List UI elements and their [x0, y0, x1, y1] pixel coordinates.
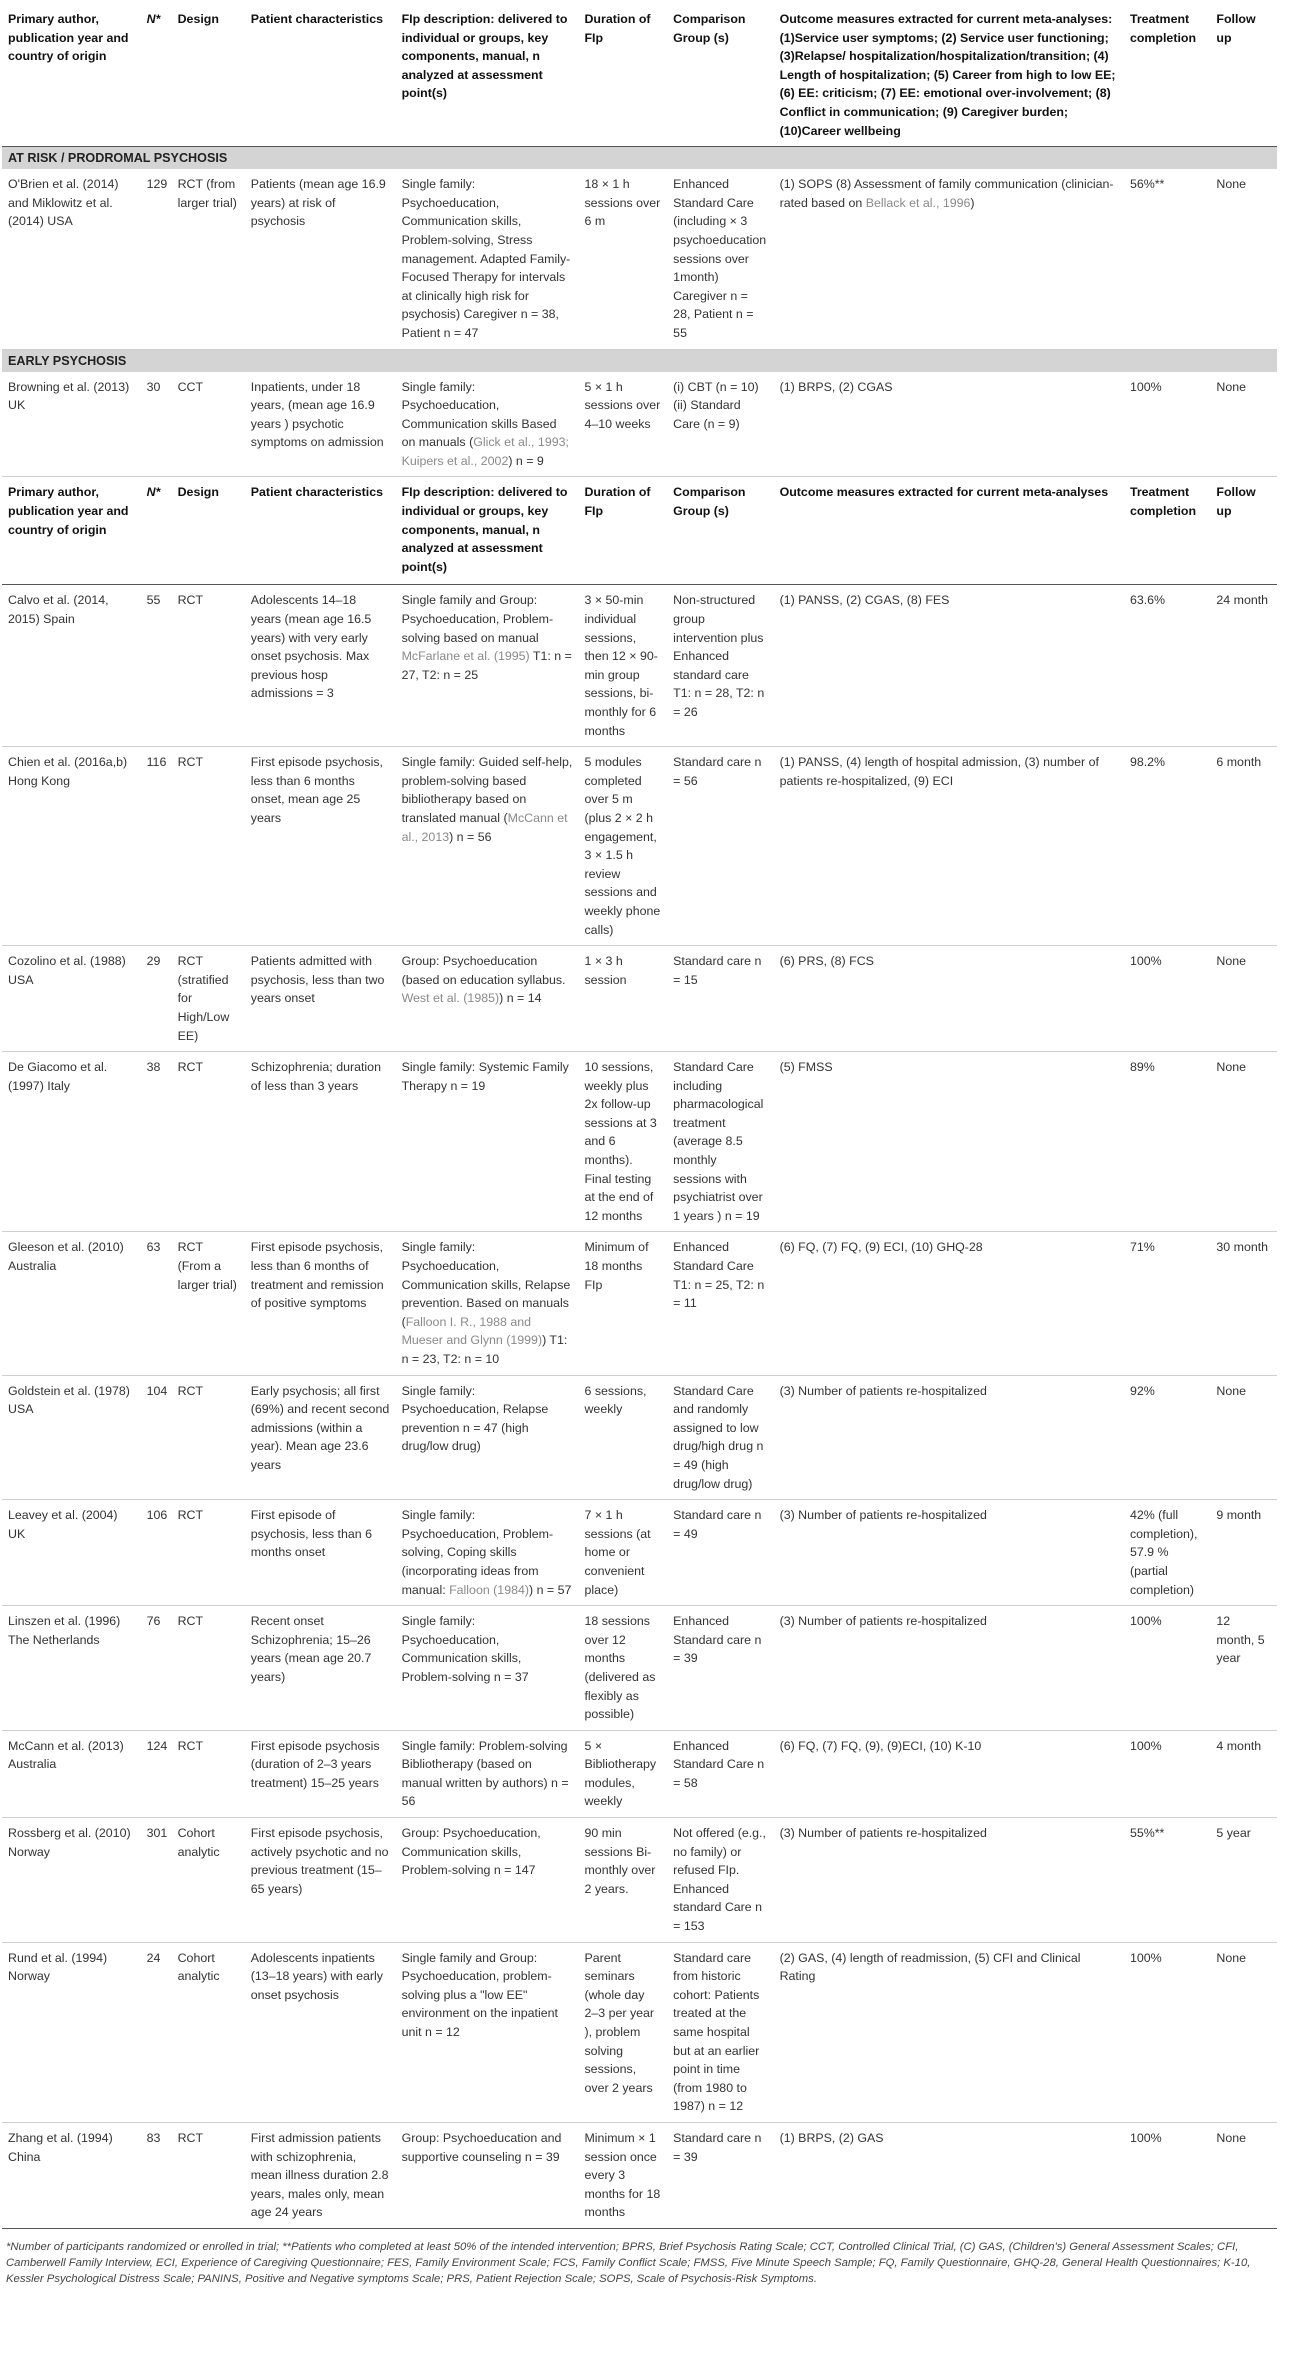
section-label: AT RISK / PRODROMAL PSYCHOSIS: [2, 147, 1277, 170]
cell-completion: 100%: [1124, 946, 1210, 1052]
header-n: N*: [141, 477, 172, 585]
cell-duration: 3 × 50-min individual sessions, then 12 × 90-min group sessions, bi-monthly for 6 months: [578, 585, 667, 747]
table-row: [2, 585, 1277, 747]
cell-comparison: (i) CBT (n = 10) (ii) Standard Care (n = 9): [667, 372, 773, 477]
table-row: [2, 1375, 1277, 1500]
citation-link[interactable]: McFarlane et al. (1995): [401, 649, 530, 664]
cell-followup: None: [1210, 2122, 1277, 2228]
cell-author: Cozolino et al. (1988) USA: [2, 946, 141, 1052]
cell-author: O'Brien et al. (2014) and Miklowitz et al. (2014) USA: [2, 169, 141, 349]
cell-author: Goldstein et al. (1978) USA: [2, 1375, 141, 1500]
cell-comparison: Enhanced Standard care n = 39: [667, 1606, 773, 1731]
cell-outcomes: (1) BRPS, (2) GAS: [774, 2122, 1124, 2228]
cell-n: 76: [141, 1606, 172, 1731]
cell-design: RCT (from larger trial): [172, 169, 245, 349]
cell-fip: Single family: Psychoeducation, Communication skills Based on manuals (Glick et al., 1993; Kuipers et al., 2002) n = 9: [396, 372, 579, 477]
table-footnote: *Number of participants randomized or enrolled in trial; **Patients who completed at least 50% of the intended intervention; BPRS, Brief Psychosis Rating Scale; CCT, Controlled Clinical Trial, (C) GAS, (Children's) General Assessment Scales; CFI, Camberwell Family Interview, ECI, Experience of Caregiving Questionnaire; FES, Family Environment Scale; FCS, Family Conflict Scale; FMSS, Five Minute Speech Sample; FQ, Family Questionnaire, GHQ-28, General Health Questionnaires; K-10, Kessler Psychological Distress Scale; PANINS, Positive and Negative symptoms Scale; PRS, Patient Rejection Scale; SOPS, Scale of Psychosis-Risk Symptoms.: [6, 2240, 1251, 2285]
cell-completion: 100%: [1124, 1606, 1210, 1731]
cell-duration: 10 sessions, weekly plus 2x follow-up sessions at 3 and 6 months). Final testing at the end of 12 months: [578, 1052, 667, 1232]
cell-duration: Minimum of 18 months FIp: [578, 1232, 667, 1375]
cell-author: McCann et al. (2013) Australia: [2, 1730, 141, 1817]
cell-n: 38: [141, 1052, 172, 1232]
cell-outcomes: (1) SOPS (8) Assessment of family communication (clinician-rated based on Bellack et al., 1996): [774, 169, 1124, 349]
citation-link[interactable]: Bellack et al., 1996: [865, 195, 971, 210]
cell-n: 124: [141, 1730, 172, 1817]
table-row: [2, 1942, 1277, 2122]
cell-followup: 12 month, 5 year: [1210, 1606, 1277, 1731]
cell-completion: 89%: [1124, 1052, 1210, 1232]
cell-outcomes: (1) BRPS, (2) CGAS: [774, 372, 1124, 477]
header-patient: Patient characteristics: [245, 477, 396, 585]
cell-patient: Recent onset Schizophrenia; 15–26 years (mean age 20.7 years): [245, 1606, 396, 1731]
cell-patient: Schizophrenia; duration of less than 3 years: [245, 1052, 396, 1232]
cell-design: Cohort analytic: [172, 1818, 245, 1943]
cell-patient: First admission patients with schizophrenia, mean illness duration 2.8 years, males only, mean age 24 years: [245, 2122, 396, 2228]
cell-duration: Minimum × 1 session once every 3 months for 18 months: [578, 2122, 667, 2228]
cell-author: Gleeson et al. (2010) Australia: [2, 1232, 141, 1375]
cell-n: 104: [141, 1375, 172, 1500]
cell-design: RCT: [172, 1375, 245, 1500]
cell-patient: First episode psychosis (duration of 2–3 years treatment) 15–25 years: [245, 1730, 396, 1817]
header-outcomes: Outcome measures extracted for current meta-analyses: [774, 477, 1124, 585]
cell-n: 55: [141, 585, 172, 747]
cell-author: Chien et al. (2016a,b) Hong Kong: [2, 747, 141, 946]
cell-duration: 18 × 1 h sessions over 6 m: [578, 169, 667, 349]
cell-patient: Inpatients, under 18 years, (mean age 16.9 years ) psychotic symptoms on admission: [245, 372, 396, 477]
cell-outcomes: (5) FMSS: [774, 1052, 1124, 1232]
cell-design: RCT: [172, 2122, 245, 2228]
header-comparison: Comparison Group (s): [667, 477, 773, 585]
cell-patient: Adolescents inpatients (13–18 years) with early onset psychosis: [245, 1942, 396, 2122]
cell-duration: 90 min sessions Bi-monthly over 2 years.: [578, 1818, 667, 1943]
cell-author: Linszen et al. (1996) The Netherlands: [2, 1606, 141, 1731]
cell-completion: 92%: [1124, 1375, 1210, 1500]
cell-followup: None: [1210, 372, 1277, 477]
cell-author: Calvo et al. (2014, 2015) Spain: [2, 585, 141, 747]
cell-n: 30: [141, 372, 172, 477]
table-row: [2, 372, 1277, 477]
table-row: [2, 1052, 1277, 1232]
cell-duration: 1 × 3 h session: [578, 946, 667, 1052]
cell-author: Rund et al. (1994) Norway: [2, 1942, 141, 2122]
cell-patient: First episode psychosis, less than 6 months onset, mean age 25 years: [245, 747, 396, 946]
cell-completion: 100%: [1124, 1942, 1210, 2122]
table-row: [2, 1730, 1277, 1817]
cell-fip: Group: Psychoeducation and supportive counseling n = 39: [396, 2122, 579, 2228]
cell-completion: 71%: [1124, 1232, 1210, 1375]
cell-author: Rossberg et al. (2010) Norway: [2, 1818, 141, 1943]
cell-comparison: Enhanced Standard Care T1: n = 25, T2: n = 11: [667, 1232, 773, 1375]
cell-fip: Single family: Psychoeducation, Communication skills, Relapse prevention. Based on manuals (Falloon I. R., 1988 and Mueser and Glynn (1999)) T1: n = 23, T2: n = 10: [396, 1232, 579, 1375]
cell-design: Cohort analytic: [172, 1942, 245, 2122]
table-row: [2, 1606, 1277, 1731]
cell-n: 63: [141, 1232, 172, 1375]
table-header-row: [2, 2, 1277, 147]
cell-fip: Single family: Psychoeducation, Problem-solving, Coping skills (incorporating ideas from manual: Falloon (1984)) n = 57: [396, 1500, 579, 1606]
cell-fip: Single family: Psychoeducation, Communication skills, Problem-solving, Stress management. Adapted Family-Focused Therapy for intervals at clinically high risk for psychosis) Caregiver n = 38, Patient n = 47: [396, 169, 579, 349]
cell-completion: 100%: [1124, 372, 1210, 477]
cell-duration: Parent seminars (whole day 2–3 per year ), problem solving sessions, over 2 years: [578, 1942, 667, 2122]
header-outcomes: Outcome measures extracted for current meta-analyses: (1)Service user symptoms; (2) Service user functioning; (3)Relapse/ hospitalization/hospitalization/transition; (4) Length of hospitalization; (5) Career from high to low EE; (6) EE: criticism; (7) EE: emotional over-involvement; (8) Conflict in communication; (9) Caregiver burden; (10)Career wellbeing: [774, 2, 1124, 147]
cell-comparison: Standard care n = 15: [667, 946, 773, 1052]
section-early: [2, 349, 1277, 372]
header-duration: Duration of FIp: [578, 2, 667, 147]
cell-comparison: Non-structured group intervention plus Enhanced standard care T1: n = 28, T2: n = 26: [667, 585, 773, 747]
cell-completion: 42% (full completion), 57.9 % (partial completion): [1124, 1500, 1210, 1606]
cell-comparison: Standard Care and randomly assigned to low drug/high drug n = 49 (high drug/low drug): [667, 1375, 773, 1500]
studies-table: [2, 2, 1277, 2229]
table-row: [2, 169, 1277, 349]
cell-outcomes: (3) Number of patients re-hospitalized: [774, 1375, 1124, 1500]
cell-n: 83: [141, 2122, 172, 2228]
cell-duration: 7 × 1 h sessions (at home or convenient place): [578, 1500, 667, 1606]
cell-n: 24: [141, 1942, 172, 2122]
cell-n: 29: [141, 946, 172, 1052]
cell-design: RCT: [172, 1052, 245, 1232]
cell-n: 301: [141, 1818, 172, 1943]
cell-fip: Group: Psychoeducation (based on education syllabus. West et al. (1985)) n = 14: [396, 946, 579, 1052]
cell-fip: Single family: Systemic Family Therapy n = 19: [396, 1052, 579, 1232]
header-design: Design: [172, 2, 245, 147]
cell-n: 106: [141, 1500, 172, 1606]
cell-fip: Single family: Problem-solving Bibliotherapy (based on manual written by authors) n = 56: [396, 1730, 579, 1817]
cell-followup: None: [1210, 1375, 1277, 1500]
header-followup: Follow up: [1210, 477, 1277, 585]
citation-link[interactable]: Glick et al., 1993; Kuipers et al., 2002: [401, 435, 569, 468]
cell-comparison: Standard Care including pharmacological treatment (average 8.5 monthly sessions with psychiatrist over 1 years ) n = 19: [667, 1052, 773, 1232]
cell-outcomes: (2) GAS, (4) length of readmission, (5) CFI and Clinical Rating: [774, 1942, 1124, 2122]
cell-patient: Adolescents 14–18 years (mean age 16.5 years) with very early onset psychosis. Max previous hosp admissions = 3: [245, 585, 396, 747]
cell-followup: 4 month: [1210, 1730, 1277, 1817]
cell-followup: None: [1210, 946, 1277, 1052]
table-row: [2, 2122, 1277, 2228]
cell-design: RCT (From a larger trial): [172, 1232, 245, 1375]
cell-duration: 18 sessions over 12 months (delivered as flexibly as possible): [578, 1606, 667, 1731]
header-fip: FIp description: delivered to individual or groups, key components, manual, n analyzed at assessment point(s): [396, 477, 579, 585]
cell-comparison: Standard care n = 56: [667, 747, 773, 946]
table-row: [2, 1232, 1277, 1375]
cell-duration: 5 × Bibliotherapy modules, weekly: [578, 1730, 667, 1817]
cell-followup: 30 month: [1210, 1232, 1277, 1375]
cell-outcomes: (6) PRS, (8) FCS: [774, 946, 1124, 1052]
header-fip: FIp description: delivered to individual or groups, key components, manual, n analyzed at assessment point(s): [396, 2, 579, 147]
section-label: EARLY PSYCHOSIS: [2, 349, 1277, 372]
cell-outcomes: (3) Number of patients re-hospitalized: [774, 1606, 1124, 1731]
cell-patient: Early psychosis; all first (69%) and recent second admissions (within a year). Mean age 23.6 years: [245, 1375, 396, 1500]
citation-link[interactable]: Falloon (1984): [449, 1582, 529, 1597]
cell-design: RCT: [172, 1500, 245, 1606]
cell-outcomes: (3) Number of patients re-hospitalized: [774, 1818, 1124, 1943]
citation-link[interactable]: Falloon I. R., 1988 and Mueser and Glynn (1999): [401, 1314, 543, 1348]
cell-outcomes: (6) FQ, (7) FQ, (9), (9)ECI, (10) K-10: [774, 1730, 1124, 1817]
cell-outcomes: (6) FQ, (7) FQ, (9) ECI, (10) GHQ-28: [774, 1232, 1124, 1375]
cell-completion: 100%: [1124, 1730, 1210, 1817]
cell-completion: 100%: [1124, 2122, 1210, 2228]
cell-followup: 9 month: [1210, 1500, 1277, 1606]
cell-fip: Single family and Group: Psychoeducation, problem-solving plus a "low EE" environment on the inpatient unit n = 12: [396, 1942, 579, 2122]
header-patient: Patient characteristics: [245, 2, 396, 147]
cell-followup: None: [1210, 169, 1277, 349]
table-header-row-repeat: [2, 477, 1277, 585]
cell-followup: 6 month: [1210, 747, 1277, 946]
table-row: [2, 1818, 1277, 1943]
section-at-risk: [2, 147, 1277, 170]
cell-fip: Single family: Guided self-help, problem-solving based bibliotherapy based on translated manual (McCann et al., 2013) n = 56: [396, 747, 579, 946]
cell-completion: 56%**: [1124, 169, 1210, 349]
cell-patient: First episode psychosis, actively psychotic and no previous treatment (15–65 years): [245, 1818, 396, 1943]
cell-fip: Single family: Psychoeducation, Relapse prevention n = 47 (high drug/low drug): [396, 1375, 579, 1500]
header-completion: Treatment completion: [1124, 2, 1210, 147]
cell-patient: First episode of psychosis, less than 6 months onset: [245, 1500, 396, 1606]
header-design: Design: [172, 477, 245, 585]
cell-fip: Group: Psychoeducation, Communication skills, Problem-solving n = 147: [396, 1818, 579, 1943]
cell-comparison: Standard care n = 49: [667, 1500, 773, 1606]
cell-duration: 5 × 1 h sessions over 4–10 weeks: [578, 372, 667, 477]
cell-outcomes: (1) PANSS, (4) length of hospital admission, (3) number of patients re-hospitalized, (9) ECI: [774, 747, 1124, 946]
cell-comparison: Enhanced Standard Care n = 58: [667, 1730, 773, 1817]
cell-patient: Patients (mean age 16.9 years) at risk of psychosis: [245, 169, 396, 349]
header-duration: Duration of FIp: [578, 477, 667, 585]
cell-patient: First episode psychosis, less than 6 months of treatment and remission of positive symptoms: [245, 1232, 396, 1375]
cell-comparison: Not offered (e.g., no family) or refused FIp. Enhanced standard Care n = 153: [667, 1818, 773, 1943]
cell-comparison: Standard care from historic cohort: Patients treated at the same hospital but at an earlier point in time (from 1980 to 1987) n = 12: [667, 1942, 773, 2122]
header-comparison: Comparison Group (s): [667, 2, 773, 147]
cell-completion: 63.6%: [1124, 585, 1210, 747]
table-row: [2, 747, 1277, 946]
cell-comparison: Enhanced Standard Care (including × 3 psychoeducation sessions over 1month) Caregiver n = 28, Patient n = 55: [667, 169, 773, 349]
citation-link[interactable]: McCann et al., 2013: [401, 810, 568, 844]
cell-design: RCT: [172, 1730, 245, 1817]
cell-author: Leavey et al. (2004) UK: [2, 1500, 141, 1606]
header-followup: Follow up: [1210, 2, 1277, 147]
cell-completion: 55%**: [1124, 1818, 1210, 1943]
cell-followup: 24 month: [1210, 585, 1277, 747]
table-row: [2, 946, 1277, 1052]
cell-completion: 98.2%: [1124, 747, 1210, 946]
cell-design: CCT: [172, 372, 245, 477]
cell-author: De Giacomo et al. (1997) Italy: [2, 1052, 141, 1232]
page: [2, 0, 1277, 2287]
header-author: Primary author, publication year and country of origin: [2, 477, 141, 585]
cell-n: 129: [141, 169, 172, 349]
cell-design: RCT: [172, 747, 245, 946]
cell-n: 116: [141, 747, 172, 946]
citation-link[interactable]: West et al. (1985): [401, 991, 500, 1006]
cell-comparison: Standard care n = 39: [667, 2122, 773, 2228]
cell-author: Browning et al. (2013) UK: [2, 372, 141, 477]
cell-duration: 5 modules completed over 5 m (plus 2 × 2 h engagement, 3 × 1.5 h review sessions and weekly phone calls): [578, 747, 667, 946]
header-author: Primary author, publication year and country of origin: [2, 2, 141, 147]
header-n: N*: [141, 2, 172, 147]
cell-author: Zhang et al. (1994) China: [2, 2122, 141, 2228]
cell-followup: None: [1210, 1942, 1277, 2122]
cell-fip: Single family and Group: Psychoeducation, Problem-solving based on manual McFarlane et al. (1995) T1: n = 27, T2: n = 25: [396, 585, 579, 747]
cell-design: RCT (stratified for High/Low EE): [172, 946, 245, 1052]
cell-outcomes: (3) Number of patients re-hospitalized: [774, 1500, 1124, 1606]
cell-followup: 5 year: [1210, 1818, 1277, 1943]
cell-patient: Patients admitted with psychosis, less than two years onset: [245, 946, 396, 1052]
cell-fip: Single family: Psychoeducation, Communication skills, Problem-solving n = 37: [396, 1606, 579, 1731]
cell-duration: 6 sessions, weekly: [578, 1375, 667, 1500]
table-row: [2, 1500, 1277, 1606]
cell-outcomes: (1) PANSS, (2) CGAS, (8) FES: [774, 585, 1124, 747]
cell-design: RCT: [172, 585, 245, 747]
cell-design: RCT: [172, 1606, 245, 1731]
header-completion: Treatment completion: [1124, 477, 1210, 585]
cell-followup: None: [1210, 1052, 1277, 1232]
